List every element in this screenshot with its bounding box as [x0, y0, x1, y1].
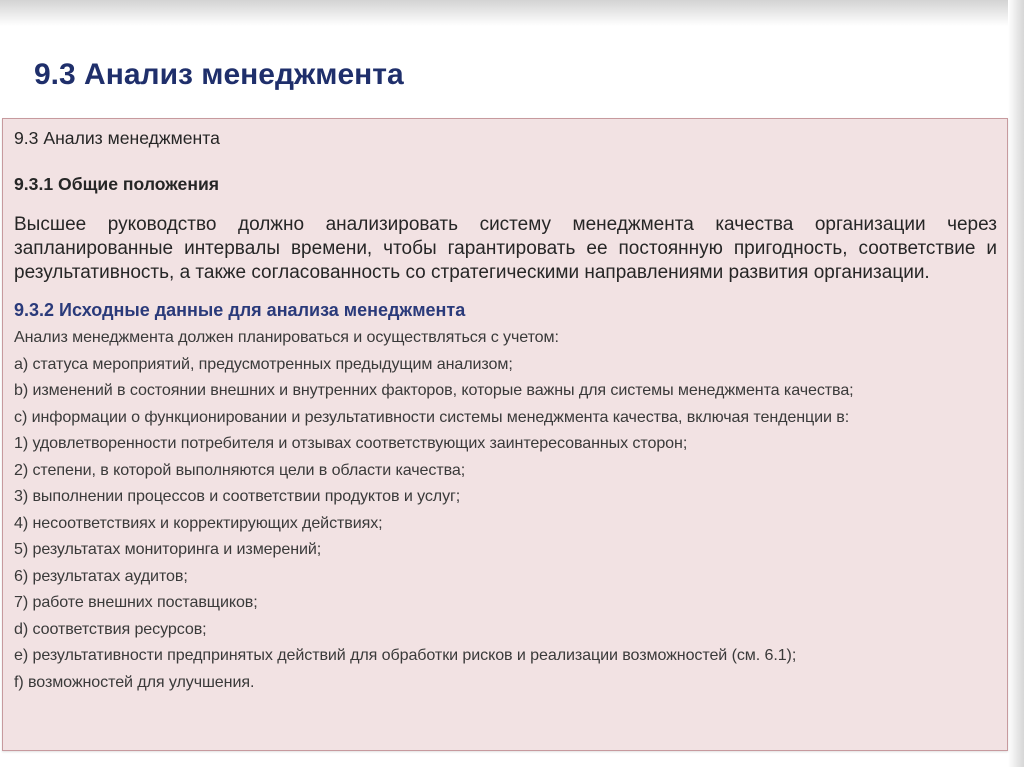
list-item: b) изменений в состоянии внешних и внутренних факторов, которые важны для системы менеджмента качества;	[14, 381, 854, 399]
section-heading: 9.3 Анализ менеджмента	[14, 128, 220, 148]
list-item: f) возможностей для улучшения.	[14, 672, 255, 691]
list-item: e) результативности предпринятых действий для обработки рисков и реализации возможностей (см. 6.1);	[14, 646, 797, 664]
right-edge-shadow	[1008, 0, 1024, 767]
list-item: a) статуса мероприятий, предусмотренных предыдущим анализом;	[14, 354, 513, 373]
list-item: 3) выполнении процессов и соответствии продуктов и услуг;	[14, 487, 461, 505]
top-gradient-bar	[0, 0, 1024, 26]
inputs-intro-text: Анализ менеджмента должен планироваться и осуществляться с учетом:	[14, 328, 559, 346]
general-provisions-paragraph: Высшее руководство должно анализировать систему менеджмента качества организации через запланированные интервалы времени, чтобы гарантировать ее постоянную пригодность, соответствие и результативность, а также согласованность со стратегическими направлениями развития организации.	[14, 214, 997, 283]
list-item: 7) работе внешних поставщиков;	[14, 593, 258, 611]
list-item: c) информации о функционировании и результативности системы менеджмента качества, включая тенденции в:	[14, 407, 850, 426]
list-item: 4) несоответствиях и корректирующих действиях;	[14, 513, 383, 532]
list-item: 2) степени, в которой выполняются цели в области качества;	[14, 460, 466, 479]
content-box	[2, 118, 1008, 751]
list-item: 5) результатах мониторинга и измерений;	[14, 540, 322, 558]
list-item: 1) удовлетворенности потребителя и отзывах соответствующих заинтересованных сторон;	[14, 434, 688, 452]
subsection-heading-general: 9.3.1 Общие положения	[14, 174, 220, 194]
inputs-list	[14, 351, 997, 696]
slide-title: 9.3 Анализ менеджмента	[34, 58, 404, 91]
list-item: d) соответствия ресурсов;	[14, 619, 207, 638]
list-item: 6) результатах аудитов;	[14, 566, 188, 585]
subsection-heading-inputs: 9.3.2 Исходные данные для анализа менеджмента	[14, 300, 466, 320]
